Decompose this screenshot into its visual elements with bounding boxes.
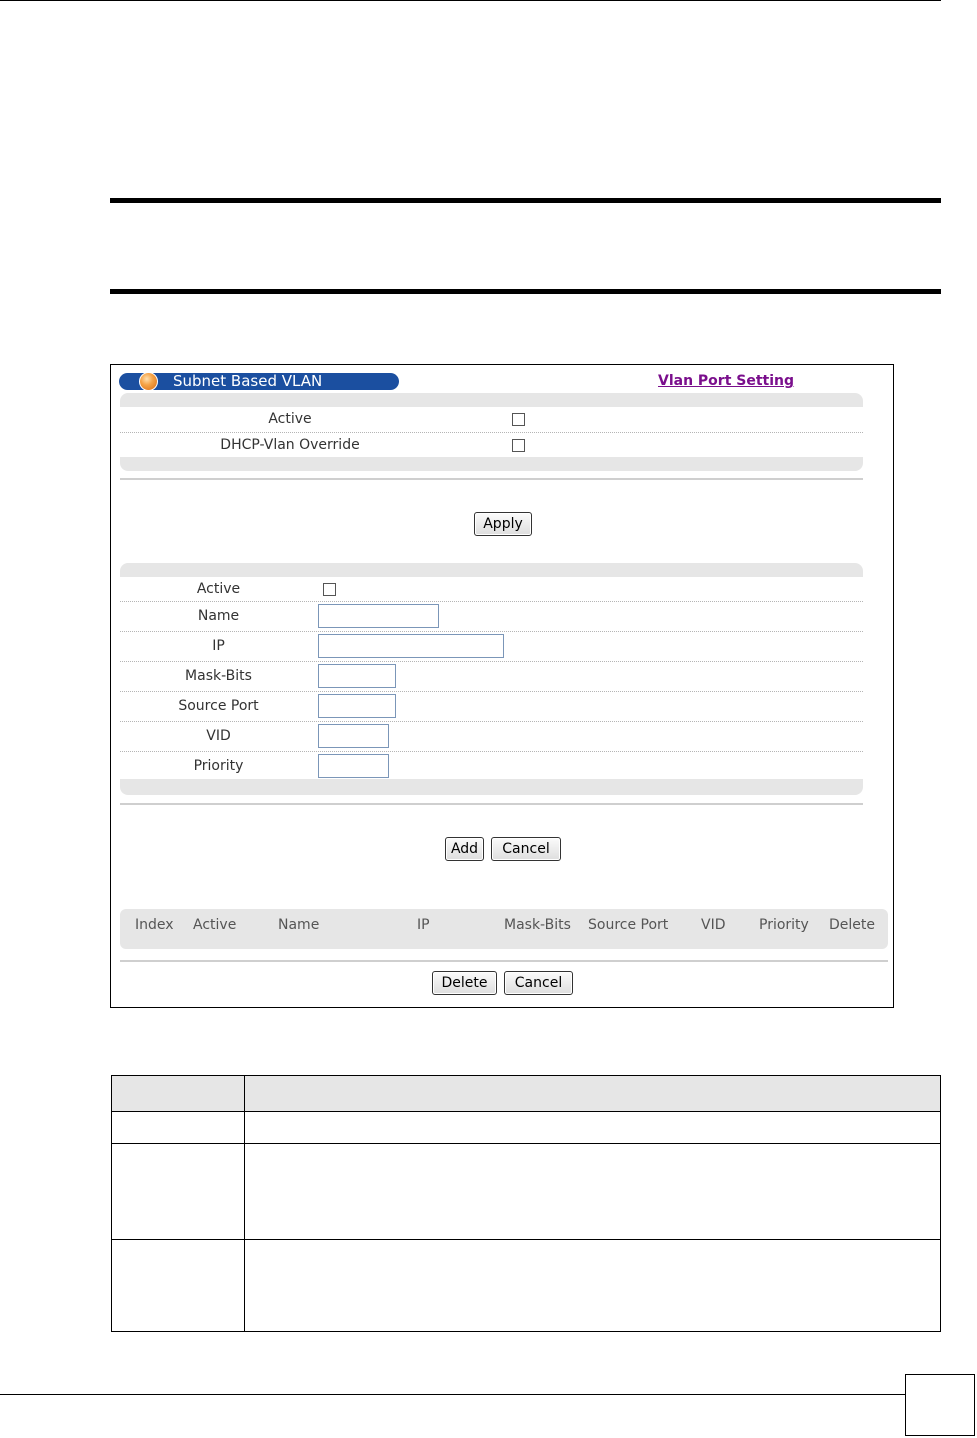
orb-icon [139,372,158,391]
ip-input[interactable] [318,634,504,658]
divider [120,478,863,480]
col-priority: Priority [759,917,809,933]
divider [120,803,863,805]
settings-row-active [120,407,863,433]
section-rule-top [110,198,941,203]
table-row [112,1240,941,1332]
delete-button[interactable]: Delete [432,971,497,995]
mask-bits-label: Mask-Bits [185,668,252,684]
settings-group [120,393,863,471]
description-table [111,1075,941,1332]
table-row [112,1076,941,1112]
priority-input[interactable] [318,754,389,778]
add-button[interactable]: Add [445,837,484,861]
header-rule [0,0,941,1]
page-number-box [905,1374,975,1436]
vid-input[interactable] [318,724,389,748]
page-title: Subnet Based VLAN [173,372,323,390]
name-input[interactable] [318,604,439,628]
section-rule-bottom [110,289,941,294]
form-active-label: Active [196,581,241,597]
form-cancel-button[interactable]: Cancel [491,837,561,861]
footer-rule [0,1394,905,1395]
subnet-vlan-screen [110,364,894,1008]
col-mask-bits: Mask-Bits [504,917,571,933]
title-bar [119,373,399,390]
mask-bits-input[interactable] [318,664,396,688]
form-group [120,563,863,795]
form-active-checkbox[interactable] [323,583,336,596]
col-index: Index [135,917,174,933]
col-vid: VID [701,917,726,933]
vid-label: VID [206,728,231,744]
table-cancel-button[interactable]: Cancel [504,971,573,995]
col-active: Active [193,917,237,933]
table-row [112,1112,941,1144]
settings-row-dhcp [120,433,863,457]
col-source-port: Source Port [588,917,669,933]
ip-label: IP [212,638,225,654]
apply-button[interactable]: Apply [474,512,532,536]
table-header [120,909,888,949]
dhcp-override-checkbox[interactable] [512,439,525,452]
priority-label: Priority [193,758,244,774]
dhcp-override-label: DHCP-Vlan Override [220,437,360,453]
col-delete: Delete [829,917,875,933]
settings-active-checkbox[interactable] [512,413,525,426]
table-row [112,1144,941,1240]
source-port-input[interactable] [318,694,396,718]
vlan-port-setting-link[interactable]: Vlan Port Setting [658,373,795,389]
source-port-label: Source Port [178,698,259,714]
col-ip: IP [417,917,430,933]
col-name: Name [278,917,320,933]
settings-active-label: Active [268,411,312,427]
name-label: Name [197,608,240,624]
divider [120,960,888,962]
